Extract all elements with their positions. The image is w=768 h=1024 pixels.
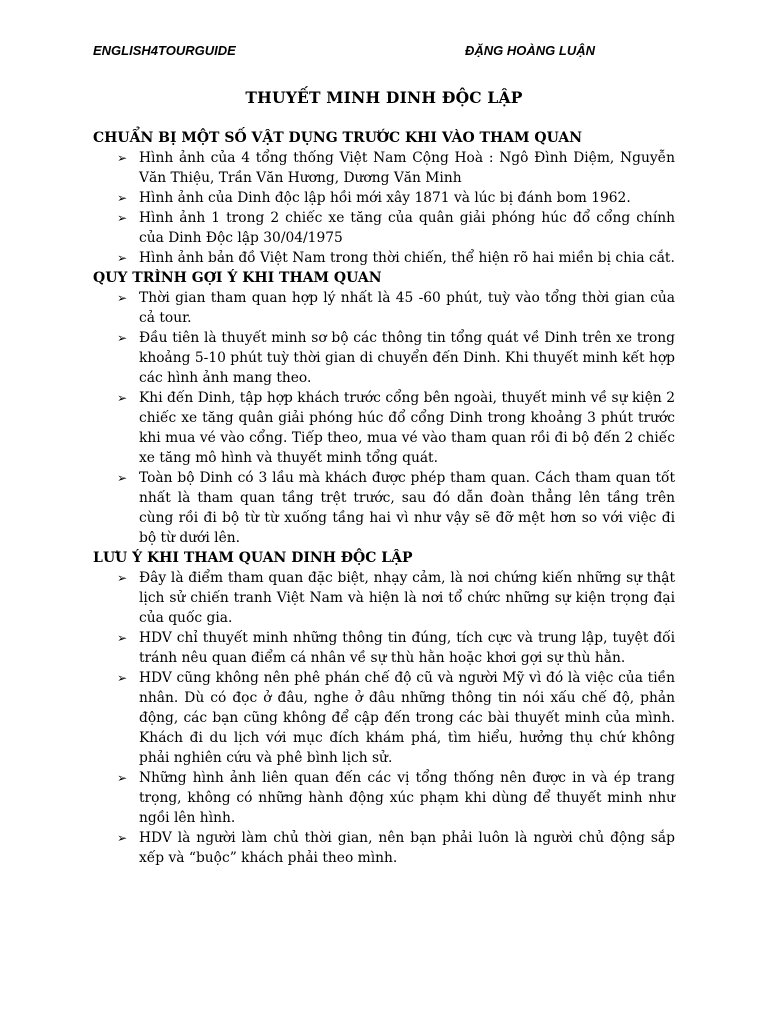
header-site-name: ENGLISH4TOURGUIDE [93, 43, 236, 58]
section-heading: LƯU Ý KHI THAM QUAN DINH ĐỘC LẬP [93, 550, 413, 566]
bullet-text: HDV là người làm chủ thời gian, nên bạn phải luôn là người chủ động sắp xếp và “buộc” khách phải theo mình. [139, 830, 675, 866]
arrow-bullet-icon: ➢ [117, 331, 128, 345]
bullet-item [93, 628, 675, 668]
bullet-item [93, 328, 675, 388]
bullet-text: Những hình ảnh liên quan đến các vị tổng thống nên được in và ép trang trọng, không có những hành động xúc phạm khi dùng để thuyết minh như ngồi lên hình. [139, 770, 675, 826]
bullet-item [93, 288, 675, 328]
header-author-name: ĐẶNG HOÀNG LUẬN [465, 43, 595, 58]
arrow-bullet-icon: ➢ [117, 631, 128, 645]
bullet-item [93, 388, 675, 468]
document-body [93, 128, 675, 868]
arrow-bullet-icon: ➢ [117, 151, 128, 165]
section-heading: QUY TRÌNH GỢI Ý KHI THAM QUAN [93, 270, 382, 286]
bullet-text: Hình ảnh 1 trong 2 chiếc xe tăng của quân giải phóng húc đổ cổng chính của Dinh Độc lập 30/04/1975 [139, 210, 675, 246]
section-notes [93, 548, 675, 868]
bullet-item [93, 148, 675, 188]
arrow-bullet-icon: ➢ [117, 471, 128, 485]
page-header [93, 43, 683, 61]
bullet-text: Hình ảnh của Dinh độc lập hồi mới xây 1871 và lúc bị đánh bom 1962. [139, 190, 631, 206]
arrow-bullet-icon: ➢ [117, 391, 128, 405]
bullet-list [93, 148, 675, 268]
section-tour-procedure [93, 268, 675, 548]
arrow-bullet-icon: ➢ [117, 291, 128, 305]
bullet-text: Khi đến Dinh, tập hợp khách trước cổng bên ngoài, thuyết minh về sự kiện 2 chiếc xe tăng quân giải phóng húc đổ cổng Dinh trong khoảng 3 phút trước khi mua vé vào cổng. Tiếp theo, mua vé vào tham quan rồi đi bộ đến 2 chiếc xe tăng mô hình và thuyết minh tổng quát. [139, 390, 675, 466]
bullet-item [93, 568, 675, 628]
bullet-text: HDV chỉ thuyết minh những thông tin đúng, tích cực và trung lập, tuyệt đối tránh nêu quan điểm cá nhân về sự thù hằn hoặc khơi gợi sự thù hằn. [139, 630, 675, 666]
bullet-item [93, 468, 675, 548]
bullet-list [93, 568, 675, 868]
arrow-bullet-icon: ➢ [117, 251, 128, 265]
arrow-bullet-icon: ➢ [117, 771, 128, 785]
arrow-bullet-icon: ➢ [117, 211, 128, 225]
section-heading: CHUẨN BỊ MỘT SỐ VẬT DỤNG TRƯỚC KHI VÀO THAM QUAN [93, 130, 583, 146]
bullet-item [93, 188, 675, 208]
document-title: THUYẾT MINH DINH ĐỘC LẬP [245, 88, 523, 107]
arrow-bullet-icon: ➢ [117, 571, 128, 585]
bullet-list [93, 288, 675, 548]
bullet-item [93, 668, 675, 768]
bullet-text: Toàn bộ Dinh có 3 lầu mà khách được phép tham quan. Cách tham quan tốt nhất là tham quan tầng trệt trước, sau đó dẫn đoàn thẳng lên tầng trên cùng rồi đi bộ từ từ xuống tầng hai vì như vậy sẽ đỡ mệt hơn so với việc đi bộ từ dưới lên. [139, 470, 675, 546]
bullet-item [93, 248, 675, 268]
bullet-text: Hình ảnh của 4 tổng thống Việt Nam Cộng Hoà : Ngô Đình Diệm, Nguyễn Văn Thiệu, Trần Văn Hương, Dương Văn Minh [139, 150, 675, 186]
bullet-item [93, 828, 675, 868]
arrow-bullet-icon: ➢ [117, 831, 128, 845]
section-preparation [93, 128, 675, 268]
bullet-text: Đầu tiên là thuyết minh sơ bộ các thông tin tổng quát về Dinh trên xe trong khoảng 5-10 phút tuỳ thời gian di chuyển đến Dinh. Khi thuyết minh kết hợp các hình ảnh mang theo. [139, 330, 675, 386]
bullet-text: Hình ảnh bản đồ Việt Nam trong thời chiến, thể hiện rõ hai miền bị chia cắt. [139, 250, 675, 266]
arrow-bullet-icon: ➢ [117, 191, 128, 205]
bullet-text: Đây là điểm tham quan đặc biệt, nhạy cảm, là nơi chứng kiến những sự thật lịch sử chiến tranh Việt Nam và hiện là nơi tổ chức những sự kiện trọng đại của quốc gia. [139, 570, 675, 626]
bullet-item [93, 208, 675, 248]
bullet-text: HDV cũng không nên phê phán chế độ cũ và người Mỹ vì đó là việc của tiền nhân. Dù có đọc ở đâu, nghe ở đâu những thông tin nói xấu chế độ, phản động, các bạn cũng không để cập đến trong các bài thuyết minh của mình. Khách đi du lịch với mục đích khám phá, tìm hiểu, hưởng thụ chứ không phải nghiên cứu và phê bình lịch sử. [139, 670, 675, 766]
bullet-item [93, 768, 675, 828]
arrow-bullet-icon: ➢ [117, 671, 128, 685]
bullet-text: Thời gian tham quan hợp lý nhất là 45 -60 phút, tuỳ vào tổng thời gian của cả tour. [139, 290, 675, 326]
